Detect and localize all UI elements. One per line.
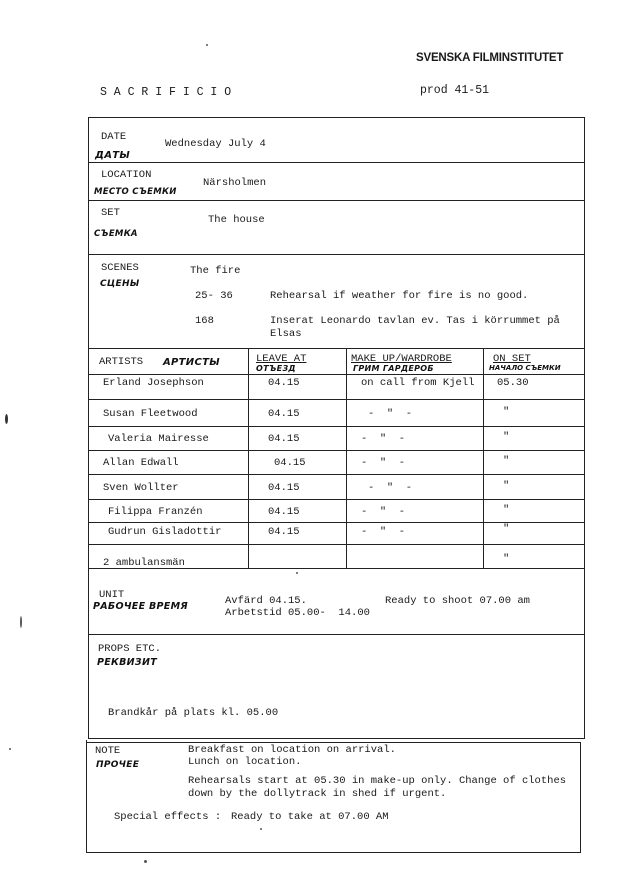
unit-label-ru: РАБОЧЕЕ ВРЕМЯ [93, 601, 188, 612]
divider-location [88, 200, 585, 201]
artist-name: Susan Fleetwood [103, 408, 198, 420]
props-text: Brandkår på plats kl. 05.00 [108, 707, 279, 719]
artist-onset: 05.30 [497, 377, 529, 389]
artists-header: ARTISTS [99, 356, 144, 368]
artists-header-line [88, 374, 585, 375]
scenes-label-ru: СЦЕНЫ [100, 279, 140, 289]
special-effects-label: Special effects : [114, 811, 222, 823]
scenes-title: The fire [190, 265, 241, 277]
row-line-3 [88, 450, 585, 451]
scene-number-1: 25- 36 [195, 290, 233, 302]
note-line-4: down by the dollytrack in shed if urgent. [188, 788, 447, 800]
props-label-ru: РЕКВИЗИТ [97, 657, 157, 668]
divider-scenes [88, 348, 585, 349]
date-value: Wednesday July 4 [165, 138, 266, 150]
makeup-header-ru: ГРИМ ГАРДЕРОБ [353, 364, 434, 373]
row-line-1 [88, 399, 585, 400]
divider-set [88, 254, 585, 255]
production-title: S A C R I F I C I O [100, 86, 232, 99]
date-label-ru: ДАТЫ [95, 150, 131, 161]
artist-onset: " [503, 504, 510, 516]
speck [260, 828, 262, 830]
divider-unit [88, 634, 585, 635]
speck [20, 616, 22, 628]
note-line-2: Lunch on location. [188, 756, 302, 768]
artist-onset: " [503, 480, 510, 492]
artist-name: 2 ambulansmän [103, 557, 185, 569]
note-top-line [86, 742, 580, 743]
speck [144, 860, 147, 863]
note-line-3: Rehearsals start at 05.30 in make-up only. Change of clothes [188, 775, 567, 787]
set-label-ru: СЪЕМКА [94, 229, 138, 239]
row-line-5 [88, 499, 585, 500]
artist-name: Valeria Mairesse [108, 433, 209, 445]
artist-makeup: - " - [361, 457, 406, 469]
col-line-leave [248, 348, 249, 568]
artist-makeup: - " - [361, 506, 406, 518]
artist-makeup: - " - [368, 408, 413, 420]
artist-leave: 04.15 [268, 408, 300, 420]
artist-leave: 04.15 [274, 457, 306, 469]
note-left-border [86, 740, 87, 852]
note-label: NOTE [95, 745, 121, 757]
unit-departure: Avfärd 04.15. [225, 595, 307, 607]
note-line-1: Breakfast on location on arrival. [188, 744, 396, 756]
scene-description-2-line1: Inserat Leonardo tavlan ev. Tas i körrummet på [270, 315, 560, 327]
artist-name: Allan Edwall [103, 457, 179, 469]
location-label: LOCATION [101, 169, 152, 181]
special-effects-value: Ready to take at 07.00 AM [231, 811, 389, 823]
leave-header: LEAVE AT [256, 353, 307, 365]
row-line-7 [88, 544, 585, 545]
row-line-6 [88, 522, 585, 523]
speck [296, 572, 298, 574]
note-label-ru: ПРОЧЕЕ [96, 760, 140, 770]
production-number: prod 41-51 [420, 84, 490, 97]
set-value: The house [208, 214, 265, 226]
artist-leave: 04.15 [268, 433, 300, 445]
date-label: DATE [101, 131, 127, 143]
form-right-border [584, 117, 585, 739]
scene-number-2: 168 [195, 315, 214, 327]
artist-leave: 04.15 [268, 482, 300, 494]
speck [5, 414, 8, 424]
onset-header: ON SET [493, 353, 531, 365]
row-line-2 [88, 426, 585, 427]
scenes-label: SCENES [101, 262, 139, 274]
unit-label: UNIT [99, 589, 125, 601]
artist-onset: " [503, 406, 510, 418]
artist-onset: " [503, 431, 510, 443]
artist-onset: " [503, 523, 510, 535]
unit-ready: Ready to shoot 07.00 am [385, 595, 530, 607]
form-left-border [88, 117, 89, 739]
artist-name: Sven Wollter [103, 482, 179, 494]
note-right-border [580, 742, 581, 852]
artist-makeup: - " - [368, 482, 413, 494]
artist-onset: " [503, 553, 510, 565]
artist-name: Erland Josephson [103, 377, 204, 389]
col-line-onset [483, 348, 484, 568]
divider-date [88, 162, 585, 163]
form-bottom-line [86, 852, 581, 853]
location-value: Närsholmen [203, 177, 267, 189]
makeup-header: MAKE UP/WARDROBE [351, 353, 452, 365]
artist-makeup: on call from Kjell [361, 377, 475, 389]
scene-description-1: Rehearsal if weather for fire is no good. [270, 290, 529, 302]
artist-leave: 04.15 [268, 377, 300, 389]
artist-name: Gudrun Gisladottir [108, 526, 222, 538]
divider-props [88, 738, 585, 739]
row-line-4 [88, 474, 585, 475]
artist-onset: " [503, 455, 510, 467]
location-label-ru: МЕСТО СЪЕМКИ [94, 187, 177, 197]
set-label: SET [101, 207, 120, 219]
artist-leave: 04.15 [268, 506, 300, 518]
artist-leave: 04.15 [268, 526, 300, 538]
artist-name: Filippa Franzén [108, 506, 203, 518]
form-top-line [88, 117, 585, 118]
institute-name: SVENSKA FILMINSTITUTET [416, 52, 564, 64]
scene-description-2-line2: Elsas [270, 328, 302, 340]
unit-worktime: Arbetstid 05.00- 14.00 [225, 607, 370, 619]
artist-makeup: - " - [361, 433, 406, 445]
speck [206, 44, 208, 46]
leave-header-ru: ОТЪЕЗД [256, 364, 296, 373]
onset-header-ru: НАЧАЛО СЪЕМКИ [489, 364, 561, 372]
artists-header-ru: АРТИСТЫ [163, 357, 220, 368]
speck [9, 748, 11, 750]
col-line-makeup [346, 348, 347, 568]
artist-makeup: - " - [361, 526, 406, 538]
props-label: PROPS ETC. [98, 643, 162, 655]
